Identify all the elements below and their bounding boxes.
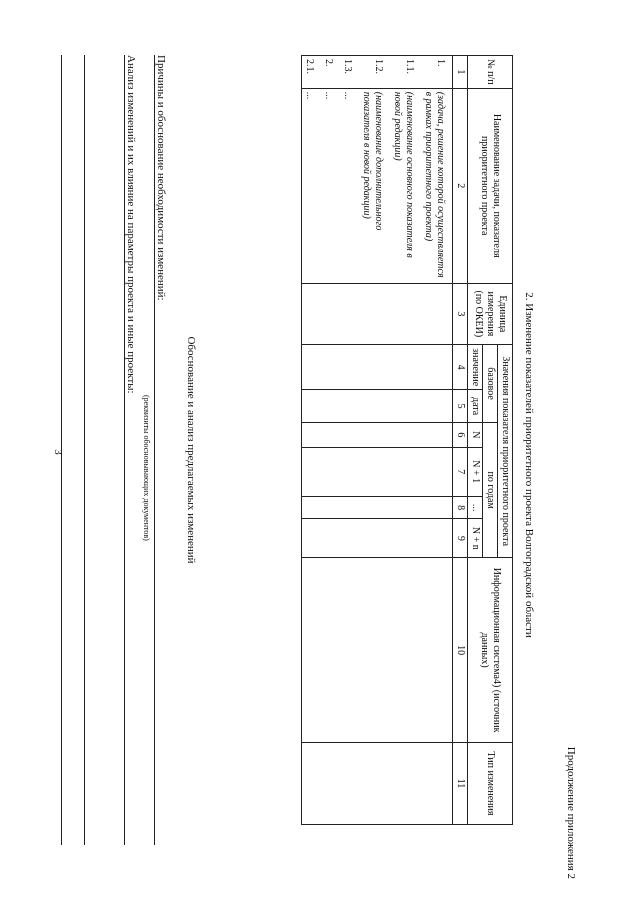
row-number: 1.1. xyxy=(390,56,421,89)
col-number: 9 xyxy=(453,519,468,558)
col-number: 2 xyxy=(453,88,468,283)
reasons-label: Причины и обоснование необходимости изменений: xyxy=(155,55,167,305)
row-text: (наименование дополнительного показателя в новой редакции) xyxy=(359,88,390,283)
analysis-line xyxy=(107,55,137,845)
row-text: ... xyxy=(340,88,359,283)
justification-title: Обоснование и анализ предлагаемых изменений xyxy=(185,336,197,564)
header-name: Наименование задачи, показателя приоритетного проекта xyxy=(468,88,513,283)
col-number: 5 xyxy=(453,390,468,423)
header-year-nn: N + n xyxy=(468,519,483,558)
header-by-year: по годам xyxy=(483,423,498,558)
header-unit: Единица измерения (по ОКЕИ) xyxy=(468,283,513,345)
row-number: 2. xyxy=(321,56,340,89)
table-title: 2. Изменение показателей приоритетного проекта Волгоградской области xyxy=(523,292,535,638)
header-value: значение xyxy=(468,345,483,390)
header-row-1 xyxy=(498,56,513,825)
table-row xyxy=(421,56,453,825)
indicators-table xyxy=(301,55,513,825)
table-row xyxy=(390,56,421,825)
reasons-line xyxy=(137,55,167,845)
table-row xyxy=(321,56,340,825)
row-text: (задача, решение которой осуществляется в рамках приоритетного проекта) xyxy=(421,88,453,283)
row-number: 1. xyxy=(421,56,453,89)
appendix-note: Продолжение приложения 2 xyxy=(565,746,577,879)
row-text: ... xyxy=(321,88,340,283)
header-type: Тип изменения xyxy=(468,742,513,824)
reasons-hint: (реквизиты обосновывающих документов) xyxy=(142,395,151,541)
col-number: 6 xyxy=(453,423,468,448)
blank-line xyxy=(61,55,84,845)
header-base: базовое xyxy=(483,345,498,423)
header-year-n1: N + 1 xyxy=(468,447,483,496)
col-number: 7 xyxy=(453,447,468,496)
header-date: дата xyxy=(468,390,483,423)
header-year-dots: ... xyxy=(468,496,483,519)
col-number: 10 xyxy=(453,558,468,743)
table-row xyxy=(302,56,322,825)
row-number: 1.3. xyxy=(340,56,359,89)
header-values: Значения показателя приоритетного проекта xyxy=(498,345,513,558)
analysis-label: Анализ изменений и их влияние на параметры проекта и иные проекты: xyxy=(125,55,137,398)
row-text: (наименование основного показателя в новой редакции) xyxy=(390,88,421,283)
row-text: ... xyxy=(302,88,322,283)
table-row xyxy=(359,56,390,825)
table-row xyxy=(340,56,359,825)
col-number: 4 xyxy=(453,345,468,390)
col-number: 8 xyxy=(453,496,468,519)
justification-section xyxy=(61,55,197,845)
col-number: 1 xyxy=(453,56,468,89)
rotated-sheet xyxy=(65,45,585,885)
page-number: 3 xyxy=(52,449,64,455)
header-info: Информационная система4) (источник данных) xyxy=(468,558,513,743)
column-number-row xyxy=(453,56,468,825)
col-number: 11 xyxy=(453,742,468,824)
row-number: 2.1. xyxy=(302,56,322,89)
header-year-n: N xyxy=(468,423,483,448)
header-num: № п/п xyxy=(468,56,513,89)
row-number: 1.2. xyxy=(359,56,390,89)
blank-line xyxy=(84,55,107,845)
col-number: 3 xyxy=(453,283,468,345)
